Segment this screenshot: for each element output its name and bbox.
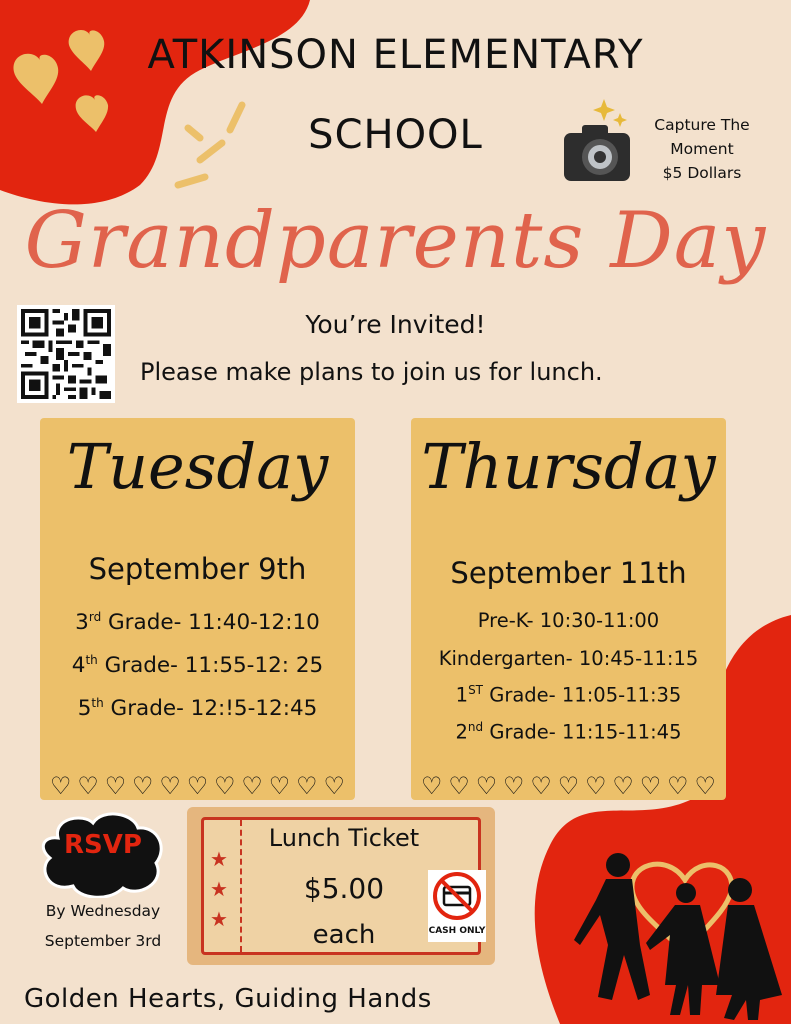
heart-icon: ♡: [50, 772, 72, 800]
heart-icon: ♡: [612, 772, 634, 800]
tuesday-date: September 9th: [88, 552, 307, 586]
thursday-slot-prek: Pre-K- 10:30-11:00: [477, 609, 660, 632]
heart-icon: ♡: [585, 772, 607, 800]
heart-icon: ♡: [186, 772, 209, 800]
heart-icon: ♡: [296, 772, 318, 800]
ticket-perforation: [240, 820, 242, 952]
hearts-border: [50, 774, 345, 798]
camera-icon: [560, 95, 638, 190]
heart-icon: ♡: [159, 772, 181, 800]
heart-icon: ♡: [77, 772, 99, 800]
heart-icon: ♡: [448, 772, 470, 800]
thursday-card: [411, 418, 726, 800]
footer-tagline: Golden Hearts, Guiding Hands: [24, 984, 432, 1014]
tuesday-heading: Tuesday: [66, 430, 329, 503]
invite-heading: You’re Invited!: [305, 310, 486, 339]
heart-icon: ♡: [503, 772, 525, 800]
heart-icon: ♡: [132, 772, 154, 800]
tuesday-slot-4th: 4th Grade- 11:55-12: 25: [71, 653, 324, 679]
thursday-slot-2nd: 2nd Grade- 11:15-11:45: [455, 720, 682, 744]
heart-icon: ♡: [694, 772, 716, 800]
heart-icon: ♡: [241, 772, 263, 800]
heart-icon: ♡: [475, 772, 498, 800]
hearts-border: [421, 774, 716, 798]
thursday-slot-kindergarten: Kindergarten- 10:45-11:15: [438, 647, 699, 670]
rsvp-label: RSVP: [64, 830, 142, 860]
cash-only-sign: [428, 870, 486, 942]
ticket-each: each: [312, 920, 376, 950]
heart-icon: ♡: [323, 772, 345, 800]
heart-icon: ♡: [557, 772, 580, 800]
cash-only-label: CASH ONLY: [428, 926, 486, 936]
camera-line2: Moment: [670, 140, 734, 158]
heart-icon: ♡: [421, 772, 443, 800]
ticket-price: $5.00: [303, 872, 385, 905]
camera-line1: Capture The: [654, 116, 750, 134]
rsvp-deadline-line2: September 3rd: [44, 932, 162, 950]
school-name-line2: SCHOOL: [308, 112, 483, 158]
heart-icon: ♡: [214, 772, 236, 800]
lunch-ticket: [187, 807, 495, 965]
thursday-heading: Thursday: [421, 430, 716, 503]
heart-icon: ♡: [268, 772, 291, 800]
invite-message: Please make plans to join us for lunch.: [140, 358, 603, 386]
school-name-line1: ATKINSON ELEMENTARY: [147, 32, 644, 78]
tuesday-slot-3rd: 3rd Grade- 11:40-12:10: [75, 610, 320, 636]
thursday-date: September 11th: [450, 556, 687, 590]
ticket-title: Lunch Ticket: [268, 824, 420, 852]
heart-icon: ♡: [667, 772, 689, 800]
event-title: Grandparents Day: [24, 196, 767, 286]
heart-icon: ♡: [530, 772, 552, 800]
tuesday-card: [40, 418, 355, 800]
camera-offer: [640, 113, 764, 185]
heart-icon: ♡: [639, 772, 662, 800]
rsvp-deadline-line1: By Wednesday: [45, 902, 161, 920]
thursday-slot-1st: 1ST Grade- 11:05-11:35: [455, 683, 682, 707]
camera-line3: $5 Dollars: [662, 164, 742, 182]
star-icons: ★ ★ ★: [210, 847, 228, 931]
tuesday-slot-5th: 5th Grade- 12:!5-12:45: [77, 696, 318, 722]
no-card-icon: [428, 870, 486, 922]
heart-icon: ♡: [104, 772, 127, 800]
